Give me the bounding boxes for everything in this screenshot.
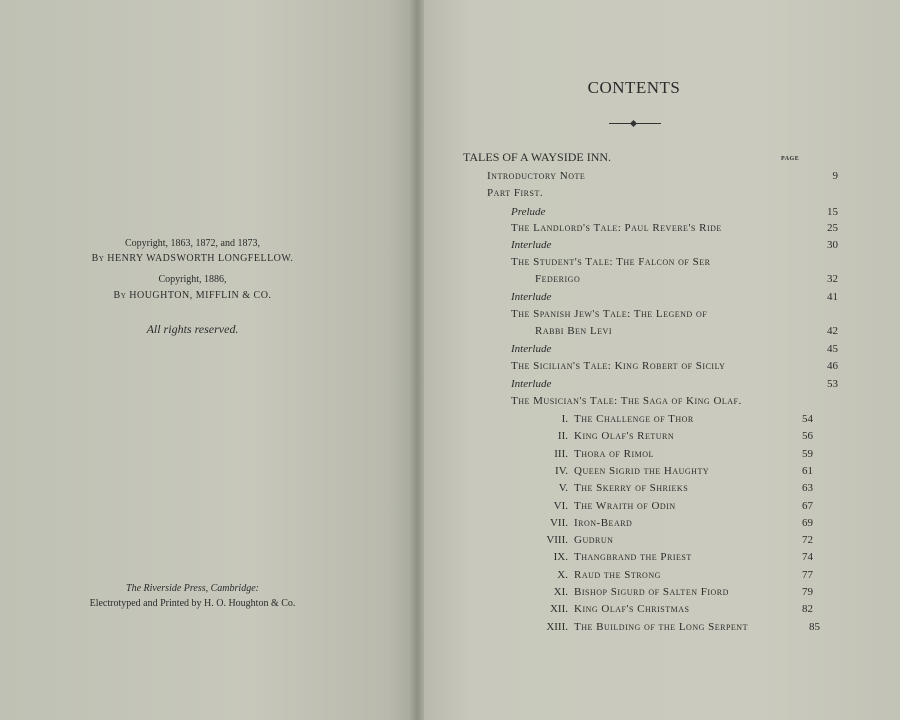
saga-title: Iron-Beard [574,517,633,529]
toc-entry-page: 30 [827,239,838,251]
saga-title: King Olaf's Return [574,430,675,442]
saga-page: 67 [802,500,813,512]
saga-numeral: XIII. [546,621,568,633]
rights-reserved: All rights reserved. [146,322,239,336]
toc-entry-page: 25 [827,222,838,234]
copyright-line-3: Copyright, 1886, [158,274,227,285]
toc-entry-title: The Musician's Tale: The Saga of King Olaf. [511,395,742,407]
toc-entry-title: Prelude [511,206,546,218]
saga-title: The Wraith of Odin [574,500,676,512]
toc-entry-page: 53 [827,378,838,390]
section-heading: TALES OF A WAYSIDE INN. [463,150,612,164]
copyright-line-1: Copyright, 1863, 1872, and 1873, [125,238,260,249]
saga-numeral: II. [557,430,568,442]
saga-page: 59 [802,448,813,460]
saga-page: 79 [802,586,813,598]
toc-entry-title: Interlude [511,291,552,303]
toc-entry-page: 15 [827,206,838,218]
saga-numeral: XI. [553,586,568,598]
copyright-line-4: By HOUGHTON, MIFFLIN & CO. [113,290,272,301]
saga-title: The Building of the Long Serpent [574,621,748,633]
toc-entry-title: Interlude [511,343,552,355]
toc-entry-title: The Sicilian's Tale: King Robert of Sicily [511,360,726,372]
saga-numeral: IX. [553,551,568,563]
saga-numeral: V. [558,482,568,494]
saga-title: Thangbrand the Priest [574,551,692,563]
saga-numeral: XII. [549,603,568,615]
toc-entry-page: 41 [827,291,838,303]
saga-title: Queen Sigrid the Haughty [574,465,710,477]
saga-page: 61 [802,465,813,477]
toc-entry-page: 42 [827,325,838,337]
saga-numeral: VIII. [546,534,568,546]
saga-page: 77 [802,569,813,581]
saga-numeral: IV. [555,465,568,477]
saga-numeral: VI. [553,500,568,512]
saga-numeral: I. [561,413,568,425]
toc-entry-title: Introductory Note [487,170,586,182]
left-page [0,0,412,720]
saga-title: The Challenge of Thor [574,413,694,425]
toc-entry-title: The Student's Tale: The Falcon of Ser [511,256,711,268]
saga-page: 56 [802,430,813,442]
toc-entry-title: Interlude [511,239,552,251]
saga-numeral: VII. [549,517,568,529]
saga-page: 72 [802,534,813,546]
contents-title: CONTENTS [587,78,681,97]
copyright-line-2: By HENRY WADSWORTH LONGFELLOW. [91,253,294,264]
saga-title: Thora of Rimol [574,448,654,460]
saga-title: King Olaf's Christmas [574,603,690,615]
saga-title: The Skerry of Shrieks [574,482,689,494]
saga-page: 63 [802,482,813,494]
saga-page: 54 [802,413,813,425]
saga-page: 69 [802,517,813,529]
printer-line: Electrotyped and Printed by H. O. Houghton & Co. [89,598,296,609]
page-column-header: PAGE [781,156,800,162]
saga-page: 85 [809,621,820,633]
saga-numeral: III. [554,448,568,460]
saga-numeral: X. [557,569,568,581]
saga-title: Raud the Strong [574,569,661,581]
saga-title: Gudrun [574,534,614,546]
toc-entry-title: The Landlord's Tale: Paul Revere's Ride [511,222,722,234]
saga-title: Bishop Sigurd of Salten Fiord [574,586,729,598]
press-name: The Riverside Press, Cambridge: [126,583,259,594]
toc-entry-title: Rabbi Ben Levi [535,325,612,337]
toc-entry-page: 45 [827,343,838,355]
toc-entry-page: 46 [827,360,838,372]
toc-entry-page: 32 [827,273,838,285]
toc-entry-title: Part First. [487,187,544,199]
toc-entry-page: 9 [832,170,838,182]
toc-entry-title: Interlude [511,378,552,390]
toc-entry-title: Federigo [535,273,581,285]
saga-page: 82 [802,603,813,615]
toc-entry-title: The Spanish Jew's Tale: The Legend of [511,308,708,320]
saga-page: 74 [802,551,813,563]
